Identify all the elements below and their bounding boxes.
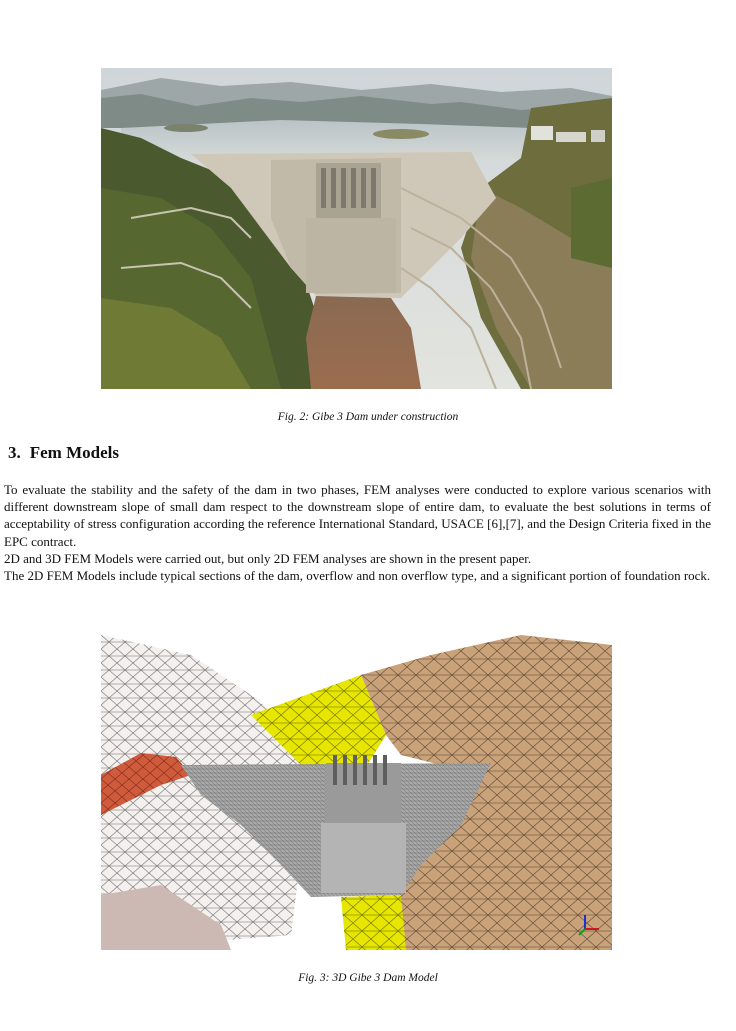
paragraph: 2D and 3D FEM Models were carried out, but only 2D FEM analyses are shown in the present paper. <box>4 550 532 566</box>
section-heading <box>8 443 119 463</box>
body-text <box>4 481 711 584</box>
dam-construction-photo <box>101 68 612 389</box>
paragraph: To evaluate the stability and the safety of the dam in two phases, FEM analyses were conducted to explore various scenarios with different downstream slope of small dam respect to the downstream slope of entire dam, to evaluate the best solutions in terms of acceptability of stress configuration according the reference International Standard, USACE [6],[7], and the Design Criteria fixed in the EPC contract. <box>4 482 711 549</box>
figure-caption: Fig. 2: Gibe 3 Dam under construction <box>277 411 459 423</box>
figure-caption: Fig. 3: 3D Gibe 3 Dam Model <box>298 972 438 984</box>
section-title: Fem Models <box>29 443 119 462</box>
fem-mesh-model <box>101 635 612 950</box>
paragraph: The 2D FEM Models include typical sections of the dam, overflow and non overflow type, and a significant portion of foundation rock. <box>4 568 711 584</box>
section-number: 3. <box>8 443 21 462</box>
